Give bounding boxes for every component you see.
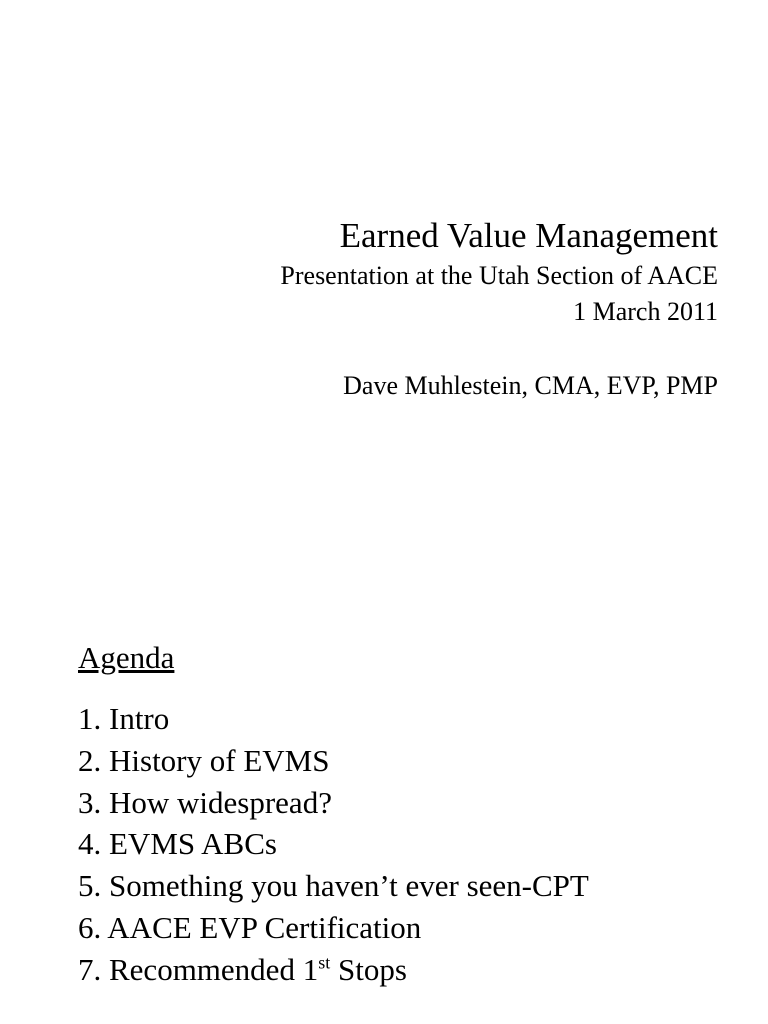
agenda-item-text: How widespread? (109, 784, 332, 820)
title-block (280, 214, 718, 404)
agenda-item (78, 949, 589, 991)
agenda-item (78, 698, 589, 740)
agenda-section (78, 638, 589, 991)
agenda-item-number: 2. (78, 742, 102, 778)
agenda-item-text: Something you haven’t ever seen-CPT (109, 868, 589, 904)
agenda-item-number: 3. (78, 784, 102, 820)
agenda-item-text: AACE EVP Certification (107, 909, 422, 945)
presenter-name: Dave Muhlestein, CMA, EVP, PMP (343, 371, 718, 400)
agenda-item-text: History of EVMS (109, 742, 330, 778)
agenda-item-number: 5. (78, 868, 102, 904)
agenda-item-text: Intro (109, 701, 170, 736)
presentation-venue: Presentation at the Utah Section of AACE (280, 261, 718, 290)
agenda-item (78, 740, 589, 782)
agenda-item-number: 6. (78, 909, 102, 945)
agenda-item-number: 4. (78, 826, 102, 862)
agenda-item-number: 1. (78, 701, 102, 736)
agenda-heading: Agenda (78, 640, 175, 675)
agenda-item (78, 907, 589, 949)
presentation-date: 1 March 2011 (573, 297, 718, 326)
agenda-item-suffix: Stops (330, 951, 407, 987)
spacer (280, 330, 718, 368)
agenda-item-text: Recommended 1 (109, 951, 319, 987)
agenda-item (78, 823, 589, 865)
agenda-item-number: 7. (78, 951, 102, 987)
agenda-list (78, 698, 589, 991)
agenda-item-text: EVMS ABCs (109, 826, 277, 862)
agenda-item (78, 782, 589, 824)
agenda-item-superscript: st (318, 952, 331, 973)
main-title: Earned Value Management (339, 216, 718, 255)
agenda-item (78, 865, 589, 907)
